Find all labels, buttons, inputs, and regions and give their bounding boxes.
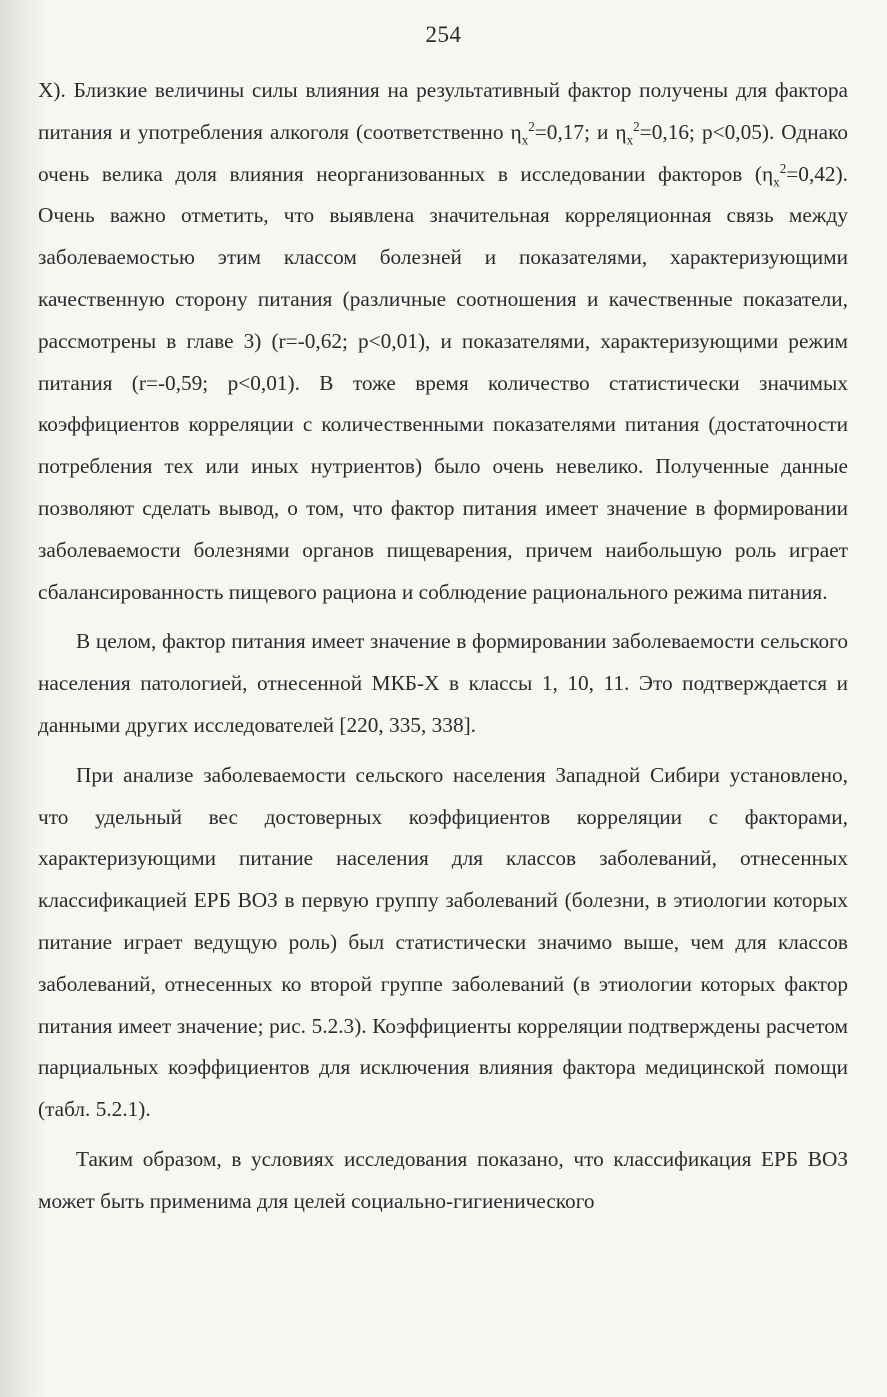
text-run: =0,17; и η — [534, 119, 627, 144]
text-run: При анализе заболеваемости сельского населения Западной Сибири установлено, что удельный вес достоверных коэффициентов корреляции с факторами, характеризующими питание населения для классов заболеваний, отнесенных классификацией ЕРБ ВОЗ в первую группу заболеваний (болезни, в этиологии которых питание играет ведущую роль) был статистически значимо выше, чем для классов заболеваний, отнесенных ко второй группе заболеваний (в этиологии которых фактор питания имеет значение; рис. 5.2.3). Коэффициенты корреляции подтверждены расчетом парциальных коэффициентов для исключения влияния фактора медицинской помощи (табл. 5.2.1). — [38, 762, 848, 1122]
subscript: x — [773, 173, 780, 189]
text-run: X). Близкие величины силы влияния на результативный фактор получены для фактора питания и употребления алкоголя (соответственно η — [38, 78, 848, 144]
text-run: В целом, фактор питания имеет значение в формировании заболеваемости сельского населения патологией, отнесенной МКБ-X в классы 1, 10, 11. Это подтверждается и данными других исследователей [220, 335, 338]. — [38, 629, 848, 737]
page-number: 254 — [425, 22, 462, 47]
subscript: x — [626, 132, 634, 148]
text-run: =0,42). Очень важно отметить, что выявлена значительная корреляционная связь между заболеваемостью этим классом болезней и показателями, характеризующими качественную сторону питания (различные соотношения и качественные показатели, рассмотрены в главе 3) (r=-0,62; p<0,01), и показателями, характеризующими режим питания (r=-0,59; p<0,01). В тоже время количество статистически значимых коэффициентов корреляции с количественными показателями питания (достаточности потребления тех или иных нутриентов) было очень невелико. Полученные данные позволяют сделать вывод, о том, что фактор питания имеет значение в формировании заболеваемости болезнями органов пищеварения, причем наибольшую роль играет сбалансированность пищевого рациона и соблюдение рационального режима питания. — [38, 161, 848, 604]
paragraph — [38, 621, 848, 746]
superscript: 2 — [779, 160, 787, 176]
superscript: 2 — [633, 118, 640, 134]
superscript: 2 — [528, 118, 535, 134]
document-body — [38, 70, 848, 1223]
paragraph — [38, 1139, 848, 1223]
paragraph — [38, 70, 848, 613]
subscript: x — [521, 132, 529, 148]
text-run: =0,16; p<0,05). Однако очень велика доля влияния неорганизованных в исследовании факторов (η — [38, 119, 848, 186]
paragraph — [38, 755, 848, 1131]
text-run: Таким образом, в условиях исследования показано, что классификация ЕРБ ВОЗ может быть применима для целей социально-гигиенического — [38, 1146, 848, 1213]
